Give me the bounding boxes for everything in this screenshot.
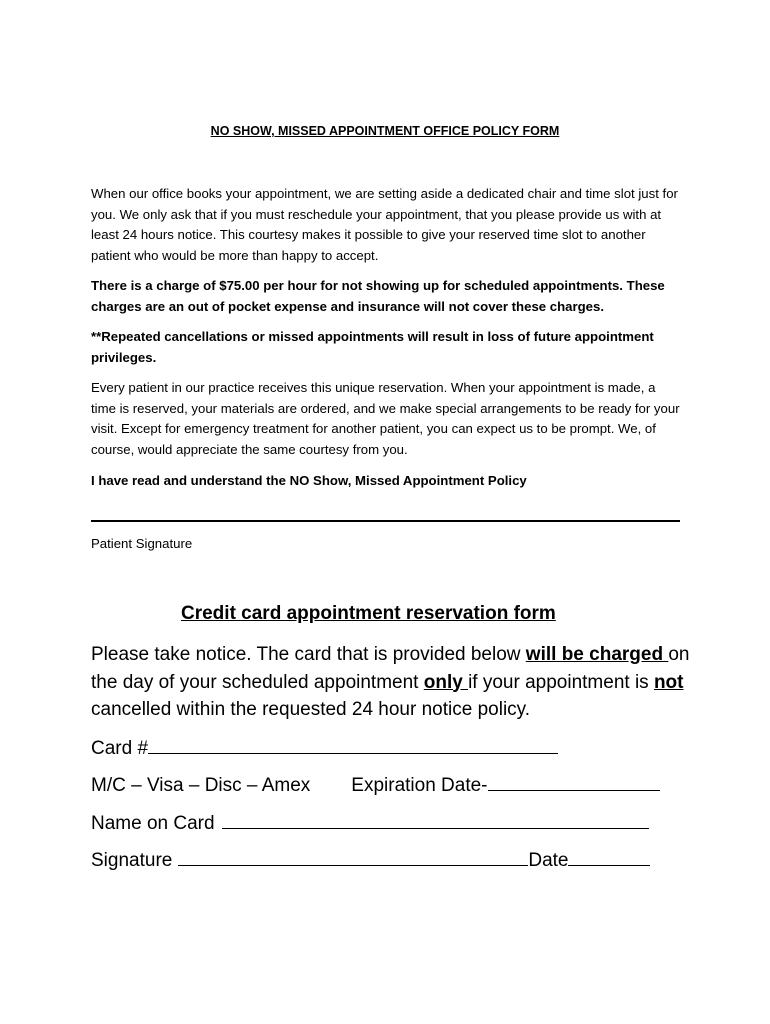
card-signature-label: Signature bbox=[91, 850, 173, 871]
notice-emphasis-not: not bbox=[653, 671, 684, 693]
acknowledgement-statement: I have read and understand the NO Show, Missed Appointment Policy bbox=[91, 473, 527, 488]
policy-paragraph-reservation: Every patient in our practice receives this unique reservation. When your appointment is made, a time is reserved, your materials are ordered, and we make special arrangements to be ready for your visit. Except for emergency treatment for another patient, you can expect us to be prompt. We, of course, would appreciate the same courtesy from you. bbox=[91, 380, 680, 457]
notice-text-2: on the day of your scheduled appointment bbox=[91, 644, 690, 693]
notice-emphasis-only: only bbox=[423, 671, 469, 693]
card-type-row bbox=[91, 772, 660, 798]
notice-text-1: Please take notice. The card that is provided below bbox=[91, 644, 526, 665]
notice-text-4: cancelled within the requested 24 hour notice policy. bbox=[91, 699, 531, 720]
notice-emphasis-will-be-charged: will be charged bbox=[525, 644, 669, 665]
card-number-label: Card # bbox=[91, 738, 149, 759]
patient-signature-line[interactable] bbox=[91, 520, 680, 522]
card-number-field[interactable] bbox=[148, 735, 558, 754]
credit-card-notice bbox=[91, 641, 691, 724]
page-title: NO SHOW, MISSED APPOINTMENT OFFICE POLICY FORM bbox=[210, 124, 560, 138]
expiration-date-field[interactable] bbox=[488, 772, 660, 791]
date-field[interactable] bbox=[568, 847, 650, 866]
notice-text-3: if your appointment is bbox=[468, 671, 654, 693]
credit-card-form-title: Credit card appointment reservation form bbox=[181, 603, 556, 624]
name-on-card-label: Name on Card bbox=[91, 813, 215, 834]
card-number-row bbox=[91, 735, 558, 761]
name-on-card-field[interactable] bbox=[222, 810, 649, 829]
repeat-cancellation-notice: **Repeated cancellations or missed appointments will result in loss of future appointment privileges. bbox=[91, 329, 654, 365]
patient-signature-label: Patient Signature bbox=[91, 536, 193, 551]
card-types-label: M/C – Visa – Disc – Amex bbox=[91, 775, 311, 796]
date-label: Date bbox=[528, 850, 569, 871]
charge-notice: There is a charge of $75.00 per hour for not showing up for scheduled appointments. These charges are an out of pocket expense and insurance will not cover these charges. bbox=[91, 278, 665, 314]
card-signature-row bbox=[91, 847, 650, 873]
card-signature-field[interactable] bbox=[178, 847, 528, 866]
expiration-date-label: Expiration Date- bbox=[351, 775, 488, 796]
name-on-card-row bbox=[91, 810, 649, 836]
policy-paragraph-intro: When our office books your appointment, we are setting aside a dedicated chair and time slot just for you. We only ask that if you must reschedule your appointment, that you please provide us with at least 24 hours notice. This courtesy makes it possible to give your reserved time slot to another patient who would be more than happy to accept. bbox=[91, 186, 678, 263]
